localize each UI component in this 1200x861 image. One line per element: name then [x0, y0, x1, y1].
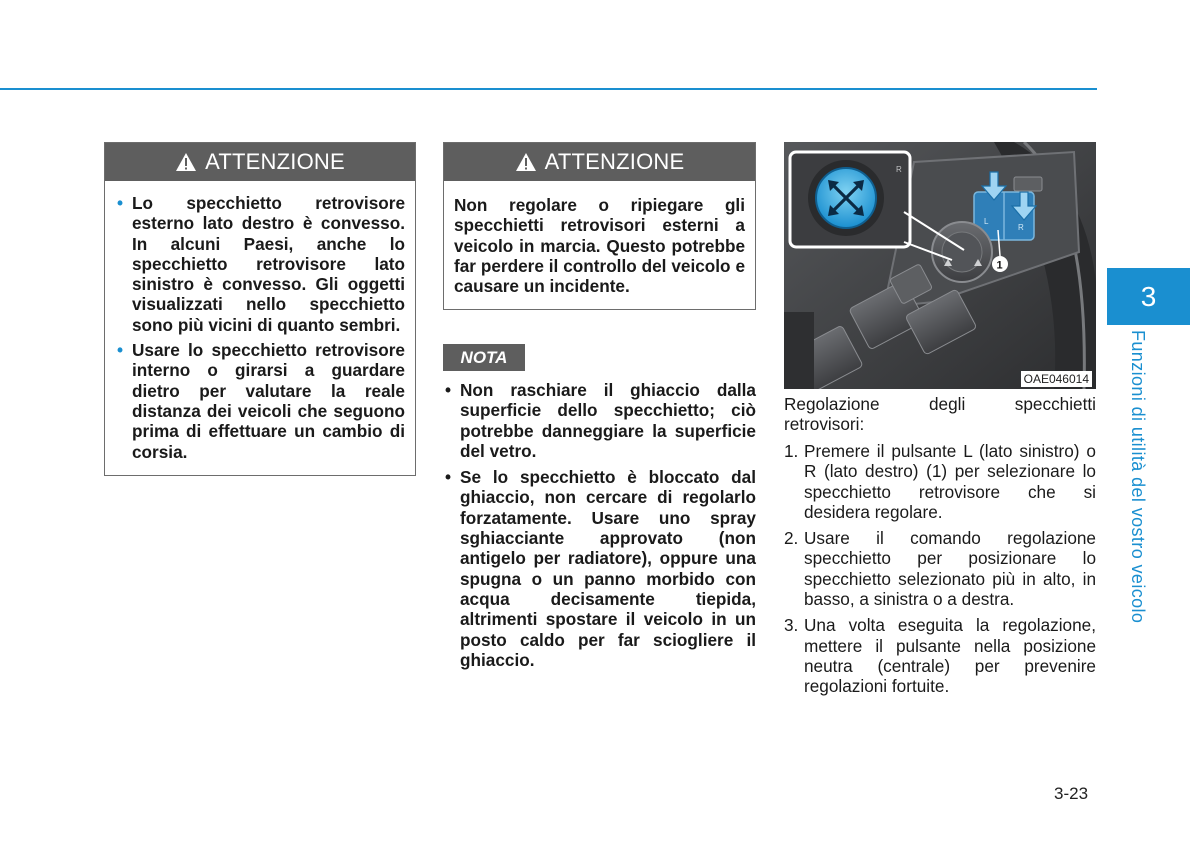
caption-word: Regolazione: [784, 394, 880, 414]
note-item: [443, 380, 756, 461]
note-item-text: Non raschiare il ghiaccio dalla superficie dello specchietto; ciò potrebbe danneggiare la superficie del vetro.: [460, 380, 756, 461]
warning-triangle-icon: [515, 152, 537, 172]
caption-word: specchietti: [1014, 394, 1096, 414]
step-text: Una volta eseguita la regolazione, mettere il pulsante nella posizione neutra (centrale) per prevenire regolazioni fortuite.: [804, 615, 1096, 697]
chapter-tab: 3: [1107, 268, 1190, 325]
step-item: [784, 615, 1096, 696]
note-list: [443, 380, 756, 676]
mirror-control-photo: [784, 142, 1096, 389]
warning-box-left: [104, 142, 416, 476]
callout-number: 1: [996, 259, 1003, 272]
warning-header: [105, 143, 415, 181]
step-number: 1.: [784, 441, 799, 461]
note-badge: NOTA: [443, 344, 525, 371]
step-item: [784, 528, 1096, 609]
warning-header: [444, 143, 755, 181]
svg-text:L: L: [984, 217, 989, 226]
chapter-title-vertical: [1127, 330, 1157, 624]
step-number: 2.: [784, 528, 799, 549]
mirror-switch-illustration: [784, 142, 1096, 389]
page-number: 3-23: [1054, 784, 1089, 803]
caption-line-2: retrovisori:: [784, 414, 865, 435]
warning-title: ATTENZIONE: [205, 149, 345, 174]
caption-line-1: [784, 394, 1096, 414]
step-text: Premere il pulsante L (lato sinistro) o R (lato destro) (1) per selezionare lo specchietto retrovisore che si desidera regolare.: [804, 441, 1096, 522]
step-number: 3.: [784, 615, 799, 636]
figure-caption: [784, 394, 1096, 435]
warning-item-text: • Usare lo specchietto retrovisore interno o girarsi a guardare dietro per valutare la reale distanza dei veicoli che seguono prima di effettuare un cambio di corsia.: [132, 340, 405, 462]
step-item: [784, 441, 1096, 522]
warning-item-text: • Lo specchietto retrovisore esterno lato destro è convesso. In alcuni Paesi, anche lo specchietto retrovisore lato sinistro è convesso. Gli oggetti visualizzati nello specchietto sono più vicini di quanto sembri.: [132, 193, 405, 335]
chapter-title-text: Funzioni di utilità del vostro veicolo: [1128, 330, 1148, 624]
warning-box-middle: [443, 142, 756, 310]
svg-text:R: R: [896, 165, 902, 174]
warning-body: [444, 181, 755, 309]
step-text: Usare il comando regolazione specchietto per posizionare lo specchietto selezionato più in alto, in basso, a sinistra o a destra.: [804, 528, 1096, 610]
note-item-text: Se lo specchietto è bloccato dal ghiaccio, non cercare di regolarlo forzatamente. Usare uno spray sghiacciante approvato (non antigelo per radiatore), oppure una spugna o un panno morbido con acqua decisamente tiepida, altrimenti spostare il veicolo in un posto caldo per far sciogliere il ghiaccio.: [460, 467, 756, 670]
warning-item: [115, 340, 405, 462]
caption-word: degli: [929, 394, 966, 414]
instruction-steps: [784, 441, 1096, 703]
top-rule: [0, 88, 1097, 90]
warning-text: Non regolare o ripiegare gli specchietti retrovisori esterni a veicolo in marcia. Questo potrebbe far perdere il controllo del veicolo e causare un incidente.: [454, 195, 745, 297]
warning-title: ATTENZIONE: [544, 149, 685, 174]
warning-body: [105, 181, 415, 475]
svg-text:R: R: [1018, 223, 1024, 232]
warning-item: [115, 193, 405, 335]
figure-code: OAE046014: [1021, 371, 1092, 387]
note-item: [443, 467, 756, 670]
warning-triangle-icon: [175, 152, 197, 172]
